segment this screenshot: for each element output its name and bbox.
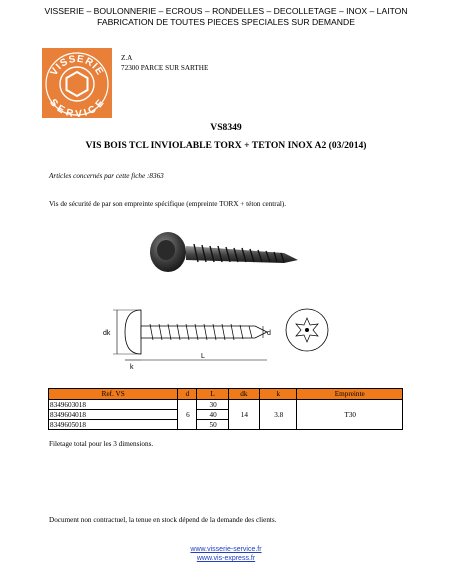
- company-logo: [42, 48, 112, 118]
- col-empreinte: Empreinte: [297, 389, 403, 400]
- header-line-2: FABRICATION DE TOUTES PIECES SPECIALES SUR DEMANDE: [97, 17, 355, 27]
- ref-cell: 8349604018: [49, 410, 178, 420]
- ref-cell: 8349605018: [49, 420, 178, 430]
- col-L: L: [197, 389, 228, 400]
- thread-note: Filetage total pour les 3 dimensions.: [49, 440, 154, 448]
- k-cell: 3.8: [260, 400, 297, 430]
- dk-label: dk: [103, 330, 111, 337]
- logo-bottom-text: SERVICE: [47, 97, 107, 118]
- logo-top-text: VISSERIE: [48, 53, 106, 78]
- length-cell: 40: [197, 410, 228, 420]
- spec-table: [48, 388, 403, 430]
- articles-concerned: Articles concernés par cette fiche :8363: [49, 172, 164, 180]
- stock-note: Document non contractuel, la tenue en stock dépend de la demande des clients.: [49, 516, 277, 524]
- product-description: Vis de sécurité de par son empreinte spécifique (empreinte TORX + téton central).: [49, 200, 287, 208]
- company-header: [0, 6, 452, 28]
- col-ref: Ref. VS: [49, 389, 178, 400]
- empreinte-cell: T30: [297, 400, 403, 430]
- k-label: k: [130, 364, 134, 371]
- footer-link-vis-express[interactable]: www.vis-express.fr: [196, 555, 256, 562]
- footer-link-visserie-service[interactable]: www.visserie-service.fr: [190, 546, 262, 553]
- svg-text:VISSERIE: [49, 54, 106, 78]
- table-row: [49, 400, 403, 410]
- address-line-1: Z.A: [121, 54, 133, 62]
- L-label: L: [201, 353, 205, 360]
- header-line-1: VISSERIE – BOULONNERIE – ECROUS – RONDELLES – DECOLLETAGE – INOX – LAITON: [44, 6, 408, 16]
- length-cell: 30: [197, 400, 228, 410]
- address-block: [121, 53, 208, 73]
- screw-photo: [146, 222, 302, 282]
- ref-cell: 8349603018: [49, 400, 178, 410]
- product-ref: VS8349: [210, 122, 242, 133]
- d-label: d: [267, 330, 271, 337]
- d-cell: 6: [178, 400, 197, 430]
- table-header-row: [49, 389, 403, 400]
- col-dk: dk: [228, 389, 259, 400]
- footer: [0, 545, 452, 563]
- col-d: d: [178, 389, 197, 400]
- dk-cell: 14: [228, 400, 259, 430]
- col-k: k: [260, 389, 297, 400]
- length-cell: 50: [197, 420, 228, 430]
- product-title: VIS BOIS TCL INVIOLABLE TORX + TETON INOX A2 (03/2014): [85, 140, 367, 151]
- technical-drawing: [95, 292, 355, 374]
- address-line-2: 72300 PARCE SUR SARTHE: [121, 64, 209, 72]
